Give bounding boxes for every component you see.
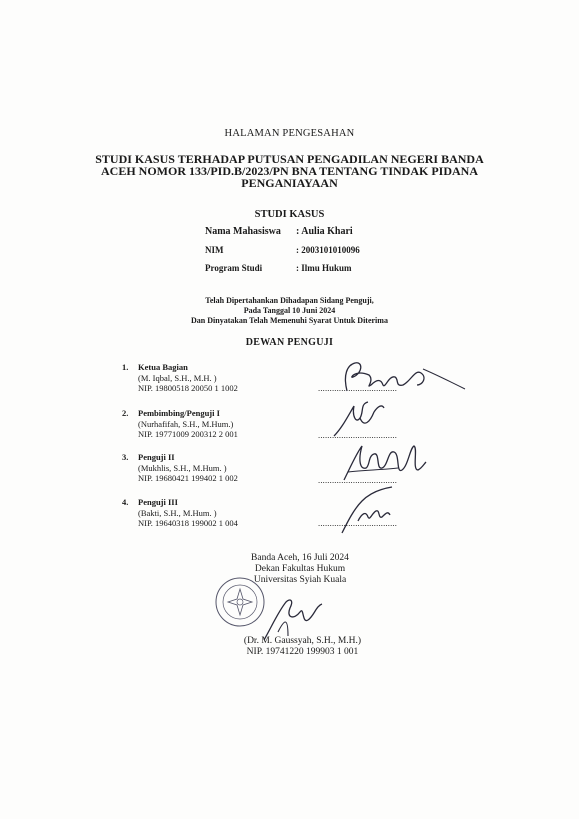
examiner-2: [138, 408, 238, 440]
label-name: Nama Mahasiswa: [205, 226, 281, 237]
signoff-institution: Universitas Syiah Kuala: [253, 575, 347, 585]
value-name: : Aulia Khari: [296, 226, 353, 237]
title-line: ACEH NOMOR 133/PID.B/2023/PN BNA TENTANG TINDAK PIDANA: [100, 164, 479, 178]
signature-line: ..................................: [318, 518, 398, 528]
signature-penguji2-image: [340, 440, 430, 486]
examiner-1: [138, 362, 238, 394]
dean-block: [230, 636, 375, 658]
statement-line: Telah Dipertahankan Dihadapan Sidang Penguji,: [205, 296, 374, 305]
examiner-name: (Nurhafifah, S.H., M.Hum.): [138, 418, 234, 429]
signoff-position: Dekan Fakultas Hukum: [254, 564, 346, 574]
examiner-4: [138, 497, 238, 529]
examiner-number: 1.: [122, 362, 129, 372]
examiner-nip: NIP. 19640318 199002 1 004: [138, 518, 238, 528]
signature-line: ..................................: [318, 383, 398, 393]
page-header: HALAMAN PENGESAHAN: [224, 128, 355, 139]
examiner-name: (M. Iqbal, S.H., M.H. ): [138, 372, 217, 383]
defense-statement: [0, 296, 579, 326]
signature-penguji1-image: [330, 398, 390, 440]
statement-line: Dan Dinyatakan Telah Memenuhi Syarat Untuk Diterima: [191, 316, 388, 325]
thesis-title: [0, 153, 579, 189]
signature-line: ..................................: [318, 430, 398, 440]
document-type: STUDI KASUS: [254, 209, 325, 220]
signature-ketua-image: [325, 355, 475, 400]
signoff-place-date: Banda Aceh, 16 Juli 2024: [251, 553, 349, 563]
examiner-name: (Bakti, S.H., M.Hum. ): [138, 507, 217, 518]
value-nim: : 2003101010096: [296, 245, 360, 255]
examiner-role: Penguji III: [138, 497, 178, 507]
examiner-nip: NIP. 19680421 199402 1 002: [138, 473, 238, 483]
examiner-role: Pembimbing/Penguji I: [138, 408, 220, 418]
dean-nip: NIP. 19741220 199903 1 001: [246, 647, 359, 657]
title-line: STUDI KASUS TERHADAP PUTUSAN PENGADILAN NEGERI BANDA: [95, 152, 484, 166]
dean-name: (Dr. M. Gaussyah, S.H., M.H.): [243, 636, 362, 646]
examiner-name: (Mukhlis, S.H., M.Hum. ): [138, 462, 227, 473]
examiner-role: Ketua Bagian: [138, 362, 188, 372]
examiner-number: 2.: [122, 408, 129, 418]
examiner-nip: NIP. 19800518 20050 1 1002: [138, 383, 238, 393]
label-nim: NIM: [205, 245, 224, 255]
title-line: PENGANIAYAAN: [241, 176, 338, 190]
board-title: DEWAN PENGUJI: [245, 337, 334, 348]
examiner-role: Penguji II: [138, 452, 175, 462]
examiner-number: 3.: [122, 452, 129, 462]
examiner-number: 4.: [122, 497, 129, 507]
examiner-3: [138, 452, 238, 484]
examiner-nip: NIP. 19771009 200312 2 001: [138, 429, 238, 439]
statement-line: Pada Tanggal 10 Juni 2024: [243, 306, 336, 315]
signature-penguji3-image: [336, 485, 416, 537]
value-program: : Ilmu Hukum: [296, 263, 352, 273]
signature-line: ..................................: [318, 475, 398, 485]
label-program: Program Studi: [205, 263, 263, 273]
